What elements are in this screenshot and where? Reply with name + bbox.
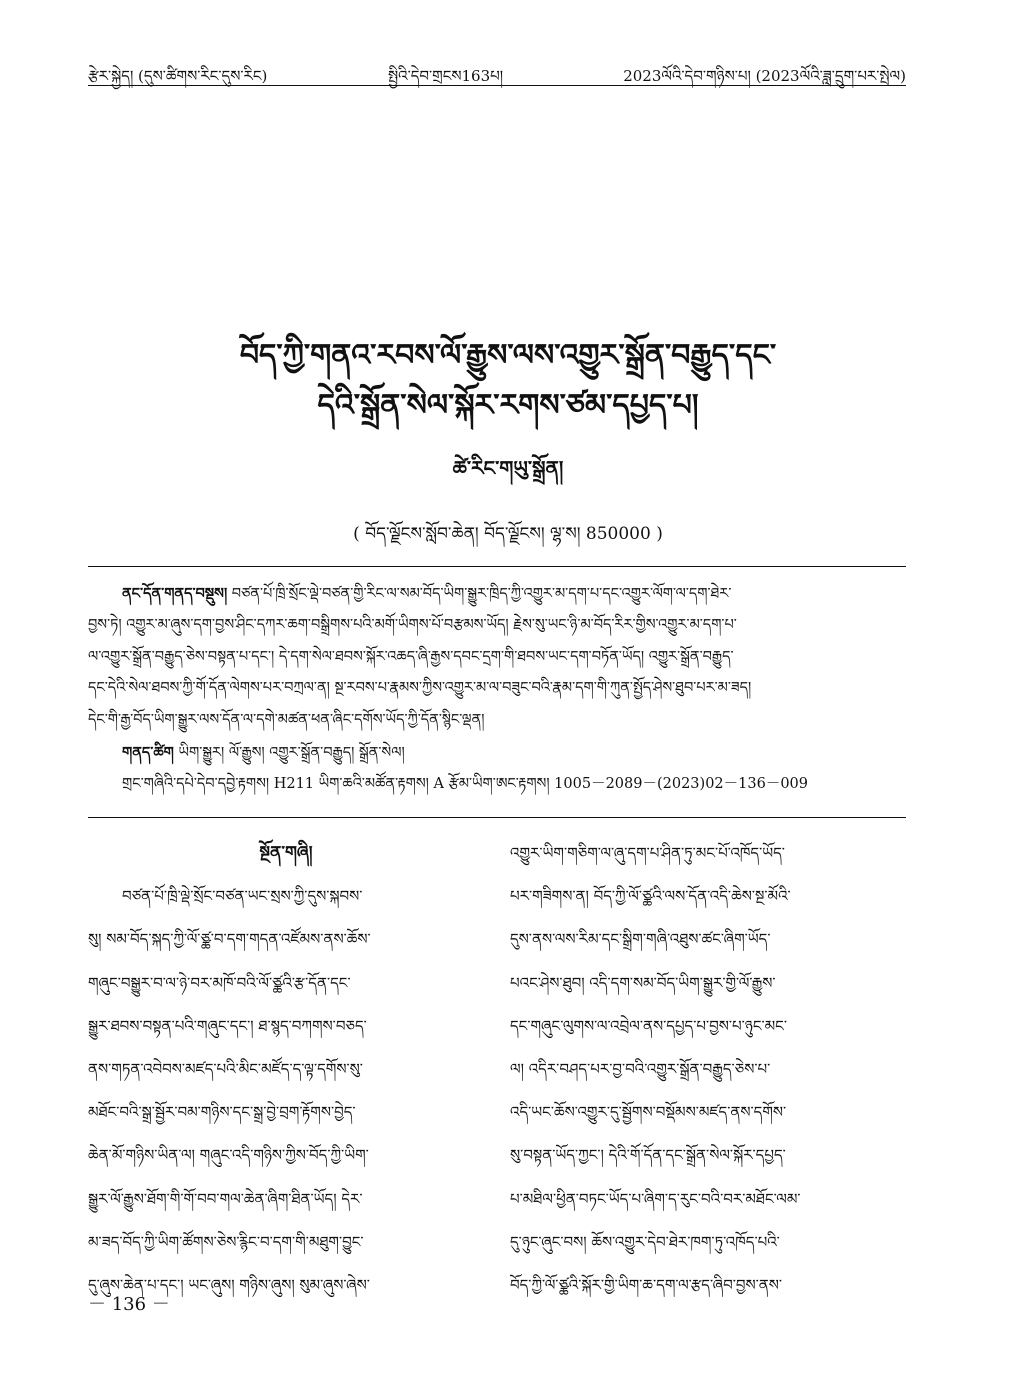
abstract-text: བཙན་པོ་ཁྲི་སྲོང་ལྡེ་བཙན་གྱི་རིང་ལ་སམ་བོད་ཡིག་སྒྱུར་ཁྲིད་ཀྱི་འགྱུར་མ་དག་པ་དང་འགྱུར་ལོག་ལ་དག་ཐེར་ <box>231 586 732 602</box>
keywords-line <box>88 737 906 769</box>
body-line: མཐོང་བའི་སྒྲ་སྦྱོར་བམ་གཉིས་དང་སྒྲ་བྱེ་བྲག་རྟོགས་བྱེད་ <box>88 1103 356 1122</box>
body-line: པའང་ཤེས་ཐུབ། འདི་དག་སམ་བོད་ཡིག་སྒྱུར་གྱི་ལོ་རྒྱུས་ <box>510 973 776 992</box>
body-line: ཆེན་མོ་གཉིས་ཡིན་ལ། གཞུང་འདི་གཉིས་ཀྱིས་བོད་ཀྱི་ཡིག་ <box>88 1146 369 1165</box>
body-line: ནས་གཏན་འབེབས་མཛད་པའི་མིང་མཛོད་ད་ལྟ་དགོས་སུ་ <box>88 1059 363 1078</box>
body-line: པ་མཐིལ་ཕྱིན་བཏང་ཡོད་པ་ཞིག་ད་རུང་བའི་བར་མཐོང་ལམ་ <box>510 1189 801 1208</box>
body-line: མ་ཟད་བོད་ཀྱི་ཡིག་ཚོགས་ཅེས་རྙིང་བ་དག་གི་མཐུག་བྱུང་ <box>88 1232 364 1251</box>
body-line: པར་གཟིགས་ན། བོད་ཀྱི་ལོ་ཙྪའི་ལས་དོན་འདི་ཆེས་སྔ་མོའི་ <box>510 887 791 906</box>
abstract-line: བྱས་ཏེ། འགྱུར་མ་ཞུས་དག་བྱས་ཤིང་དཀར་ཆག་བསྒྲིགས་པའི་མགོ་ཡིགས་པོ་བརྩམས་ཡོད། རྗེས་སུ་ཡང་ཉི་མ་བོད་རིར་གྱིས་འགྱུར་མ་དག་པ་ <box>88 616 737 633</box>
body-line: དང་གཞུང་ལུགས་ལ་འབྲེལ་ནས་དཔྱད་པ་བྱས་པ་ཉུང་མང་ <box>510 1016 787 1035</box>
author-name: ཚེ་རིང་གཡུ་སྒྲོན། <box>452 456 564 480</box>
article-title-line-1: བོད་ཀྱི་གནའ་རབས་ལོ་རྒྱུས་ལས་འགྱུར་སྒྲོན་བརྒྱུད་དང་ <box>239 338 777 373</box>
running-header <box>88 56 906 86</box>
body-line: བོད་ཀྱི་ལོ་ཙྪའི་སྐོར་གྱི་ཡིག་ཆ་དག་ལ་རྩད་ཞིབ་བྱས་ནས་ <box>510 1275 783 1294</box>
body-line: བཙན་པོ་ཁྲི་ལྡེ་སྲོང་བཙན་ཡང་སྲས་ཀྱི་དུས་སྐབས་ <box>122 887 363 906</box>
header-issue-total: སྤྱིའི་དེབ་གྲངས163པ། <box>388 67 504 85</box>
header-journal-name: རྩེར་སྐྱེད། (དུས་ཚིགས་རིང་དུས་རིང) <box>88 67 268 85</box>
abstract-bottom-rule <box>88 817 906 818</box>
body-line: སྒྱུར་ཐབས་བསྟན་པའི་གཞུང་དང་། ཐ་སྙད་བཀགས་བཅད་ <box>88 1016 367 1035</box>
author-affiliation: ( བོད་ལྗོངས་སློབ་ཆེན། བོད་ལྗོངས། ལྷ་ས། 850000 ) <box>353 524 663 544</box>
body-column-right <box>510 832 906 1307</box>
abstract-top-rule <box>88 566 906 567</box>
keywords-label: གནད་ཚིག <box>122 743 174 761</box>
body-line: འདི་ཡང་ཆོས་འགྱུར་དུ་སྦྱོགས་བསྡོམས་མཛད་ནས་དགོས་ <box>510 1103 787 1122</box>
section-heading: སྔོན་གཞི། <box>259 843 313 863</box>
body-line: སུ་བསྟན་ཡོད་ཀྱང་། དེའི་གོ་དོན་དང་སྒྲོན་སེལ་སྐོར་དཔྱད་ <box>510 1146 786 1165</box>
abstract-line <box>88 578 906 610</box>
classification-line: གྲང་གཞིའི་དཔེ་དེབ་དབྱེ་རྟགས། H211 ཡིག་ཆའི་མཚོན་རྟགས། A རྩོམ་ཡིག་ཨང་རྟགས། 1005－2089－(2023)02－136－009 <box>122 775 808 792</box>
body-line: ལ། འདིར་བཤད་པར་བྱ་བའི་འགྱུར་སྒྲོན་བརྒྱུད་ཅེས་པ་ <box>510 1059 771 1078</box>
abstract-label: ནང་དོན་གནད་བསྡུས། <box>122 585 228 602</box>
body-line: སུ། སམ་བོད་སྐད་ཀྱི་ལོ་ཙྪ་བ་དག་གདན་འཛོམས་ནས་ཆོས་ <box>88 930 371 949</box>
body-line: འགྱུར་ཡིག་གཅིག་ལ་ཞུ་དག་པ་ཤིན་ཏུ་མང་པོ་འཁོད་ཡོད་ <box>510 844 785 862</box>
body-line: སྒྱུར་ལོ་རྒྱུས་ཐོག་གི་གོ་བབ་གལ་ཆེན་ཞིག་ཐིན་ཡོད། དེར་ <box>88 1189 363 1208</box>
abstract-line: དང་དེའི་སེལ་ཐབས་ཀྱི་གོ་དོན་ལེགས་པར་བཀྲལ་ན། སྔ་རབས་པ་རྣམས་ཀྱིས་འགྱུར་མ་ལ་བཟུང་བའི་རྣམ་དག་གི་ཀུན་སྤྱོད་ཤེས་ཐུབ་པར་མ་ཟད། <box>88 680 752 697</box>
abstract-line: དེང་གི་རྒྱ་བོད་ཡིག་སྒྱུར་ལས་དོན་ལ་དགེ་མཚན་ཕན་ཞིང་དགོས་ཡོད་ཀྱི་དོན་སྙིང་ལྡན། <box>88 712 485 729</box>
header-rule <box>88 85 906 86</box>
abstract-block <box>88 578 906 801</box>
header-issue-date: 2023ལོའི་དེབ་གཉིས་པ། (2023ལོའི་ཟླ་དྲུག་པར་སྤེལ) <box>623 67 906 85</box>
body-column-left <box>88 832 484 1307</box>
body-line: དུ་ཉུང་ཞུང་བས། ཆོས་འགྱུར་དེབ་ཐེར་ཁག་ཏུ་འཁོད་པའི་ <box>510 1232 780 1251</box>
body-line: དུས་ནས་ལས་རིམ་དང་སྒྲིག་གཞི་འཐུས་ཚང་ཞིག་ཡོད་ <box>510 930 771 949</box>
body-line: དུ་ཞུས་ཆེན་པ་དང་། ཡང་ཞུས། གཉིས་ཞུས། སུམ་ཞུས་ཞེས་ <box>88 1275 370 1294</box>
keywords-text: ཡིག་སྒྱུར། ལོ་རྒྱུས། འགྱུར་སྒྲོན་བརྒྱུད། སྒྲོན་སེལ། <box>178 744 405 761</box>
body-line: གཞུང་བསྒྱུར་བ་ལ་ཉེ་བར་མཁོ་བའི་ལོ་ཙྪའི་རྩ་དོན་དང་ <box>88 973 351 992</box>
page-number: － 136 － <box>88 1294 170 1315</box>
abstract-line: ལ་འགྱུར་སྒྲོན་བརྒྱུད་ཅེས་བསྟན་པ་དང་། དེ་དག་སེལ་ཐབས་སྐོར་འཆད་ཞི་རྒྱས་དབང་དྲག་གི་ཐབས་ཡང་དག་བཏོན་ཡོད། འགྱུར་སྒྲོན་བརྒྱུད་ <box>88 648 734 665</box>
article-title-line-2: དེའི་སྒྲོན་སེལ་སྐོར་རགས་ཙམ་དཔྱད་པ། <box>317 388 699 423</box>
